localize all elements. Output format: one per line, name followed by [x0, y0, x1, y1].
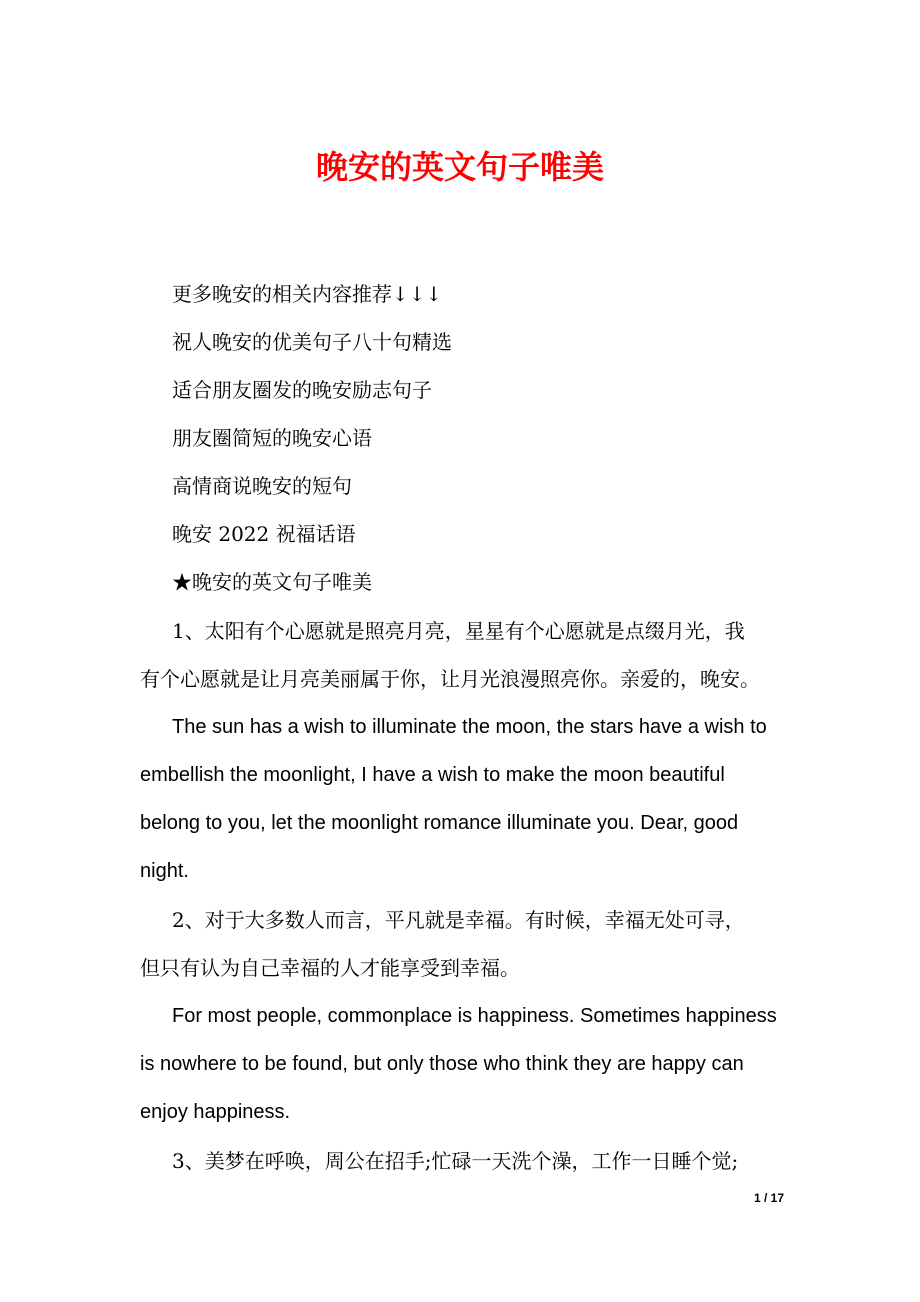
paragraph-line: night.: [140, 860, 189, 882]
related-link[interactable]: 高情商说晚安的短句: [172, 474, 352, 498]
paragraph-line: is nowhere to be found, but only those who think they are happy can: [140, 1053, 744, 1075]
paragraph-line: enjoy happiness.: [140, 1101, 291, 1123]
related-link[interactable]: 适合朋友圈发的晚安励志句子: [172, 378, 432, 402]
related-link[interactable]: 朋友圈简短的晚安心语: [172, 426, 372, 450]
page-title: 晚安的英文句子唯美: [315, 148, 604, 186]
paragraph-line: 但只有认为自己幸福的人才能享受到幸福。: [140, 956, 520, 980]
paragraph-line: 2、对于大多数人而言，平凡就是幸福。有时候，幸福无处可寻，: [172, 908, 745, 932]
recommend-header: 更多晚安的相关内容推荐↓↓↓: [172, 282, 443, 306]
section-heading: ★晚安的英文句子唯美: [172, 570, 372, 594]
paragraph-line: 1、太阳有个心愿就是照亮月亮，星星有个心愿就是点缀月光，我: [172, 619, 745, 643]
related-link[interactable]: 祝人晚安的优美句子八十句精选: [172, 330, 452, 354]
paragraph-line: 有个心愿就是让月亮美丽属于你，让月光浪漫照亮你。亲爱的，晚安。: [140, 667, 760, 691]
paragraph-line: embellish the moonlight, I have a wish to make the moon beautiful: [140, 764, 725, 786]
paragraph-line: For most people, commonplace is happiness. Sometimes happiness: [172, 1005, 777, 1027]
paragraph-line: belong to you, let the moonlight romance illuminate you. Dear, good: [140, 812, 739, 834]
paragraph-line: 3、美梦在呼唤，周公在招手;忙碌一天洗个澡，工作一日睡个觉;: [172, 1149, 739, 1173]
paragraph-line: The sun has a wish to illuminate the moon, the stars have a wish to: [172, 716, 767, 738]
page-number: 1 / 17: [753, 1191, 784, 1205]
related-link[interactable]: 晚安 2022 祝福话语: [172, 522, 356, 546]
